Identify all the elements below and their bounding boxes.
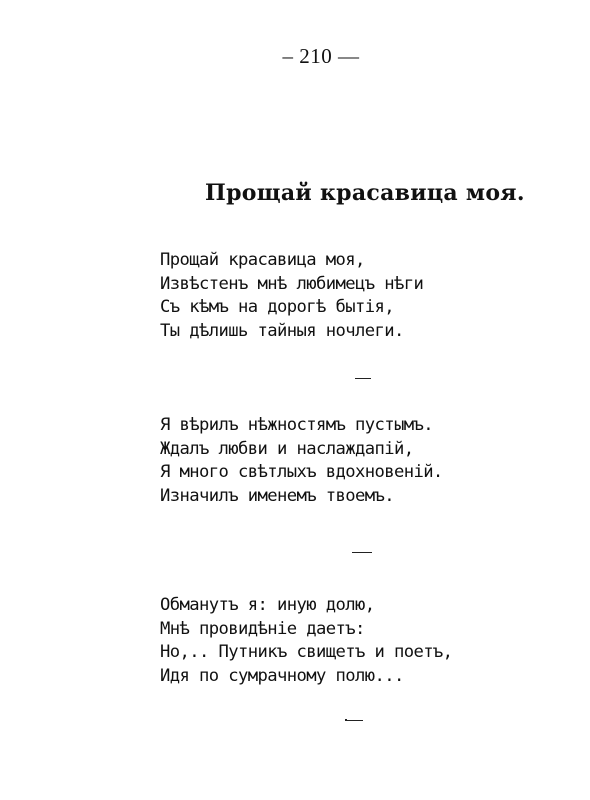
stanza-divider — [352, 552, 372, 553]
verse-line: Изначилъ именемъ твоемъ. — [160, 485, 394, 506]
verse-line: Идя по сумрачному полю... — [160, 665, 404, 686]
page-number: – 210 — — [282, 44, 360, 68]
verse-line: Съ кѣмъ на дорогѣ бытія, — [160, 297, 394, 317]
verse-line: Мнѣ провидѣніе даетъ: — [160, 618, 365, 639]
stanza-1 — [160, 249, 423, 343]
verse-line: Прощай красавица моя, — [160, 250, 365, 270]
stanza-3 — [160, 594, 452, 688]
verse-line: Ждалъ любви и наслаждапій, — [160, 438, 414, 459]
verse-line: Извѣстенъ мнѣ любимецъ нѣги — [160, 273, 424, 294]
stanza-divider — [347, 720, 363, 721]
stanza-divider — [355, 378, 371, 379]
stanza-2 — [160, 414, 443, 508]
poem-title: Прощай красавица моя. — [205, 180, 525, 206]
verse-line: Обманутъ я: иную долю, — [160, 595, 375, 615]
verse-line: Я много свѣтлыхъ вдохновеній. — [160, 462, 443, 482]
verse-line: Ты дѣлишь тайныя ночлеги. — [160, 320, 404, 341]
verse-line: Но,.. Путникъ свищетъ и поетъ, — [160, 642, 453, 662]
verse-line: Я вѣрилъ нѣжностямъ пустымъ. — [160, 415, 433, 435]
